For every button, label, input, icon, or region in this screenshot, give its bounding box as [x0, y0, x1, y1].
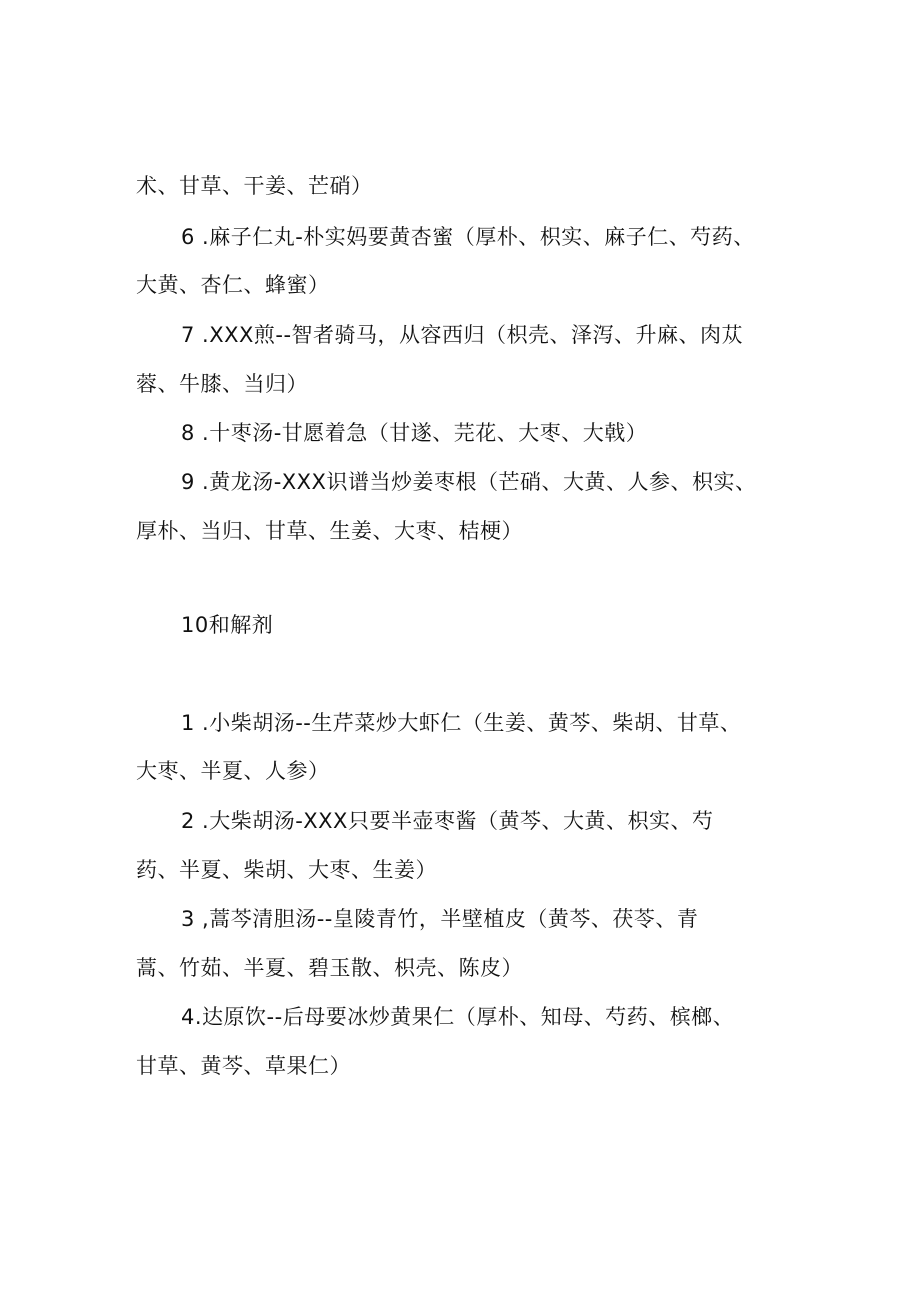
list-item-8: 8 .十枣汤-甘愿着急（甘遂、芫花、大枣、大戟） — [181, 421, 648, 445]
text-line: 厚朴、当归、甘草、生姜、大枣、桔梗） — [136, 519, 523, 543]
list-item-1: 1 .小柴胡汤--生芹菜炒大虾仁（生姜、黄芩、柴胡、甘草、 — [181, 711, 742, 735]
text-line: 蓉、牛膝、当归） — [136, 372, 308, 396]
text-line: 药、半夏、柴胡、大枣、生姜） — [136, 858, 437, 882]
list-item-7: 7 .XXX煎--智者骑马，从容西归（枳壳、泽泻、升麻、肉苁 — [181, 323, 744, 347]
text-line: 蒿、竹茹、半夏、碧玉散、枳壳、陈皮） — [136, 956, 523, 980]
text-line: 大枣、半夏、人参） — [136, 759, 330, 783]
text-line: 甘草、黄芩、草果仁） — [136, 1054, 351, 1078]
list-item-9: 9 .黄龙汤-XXX识谱当炒姜枣根（芒硝、大黄、人参、枳实、 — [181, 470, 757, 494]
list-item-2: 2 .大柴胡汤-XXX只要半壶枣酱（黄芩、大黄、枳实、芍 — [181, 809, 714, 833]
list-item-3: 3 ,蒿芩清胆汤--皇陵青竹，半壁植皮（黄芩、茯苓、青 — [181, 907, 699, 931]
section-heading: 10和解剂 — [181, 613, 274, 637]
list-item-6: 6 .麻子仁丸-朴实妈要黄杏蜜（厚朴、枳实、麻子仁、芍药、 — [181, 225, 755, 249]
text-line: 大黄、杏仁、蜂蜜） — [136, 273, 330, 297]
list-item-4: 4.达原饮--后母要冰炒黄果仁（厚朴、知母、芍药、槟榔、 — [181, 1005, 735, 1029]
text-line: 术、甘草、干姜、芒硝） — [136, 174, 373, 198]
